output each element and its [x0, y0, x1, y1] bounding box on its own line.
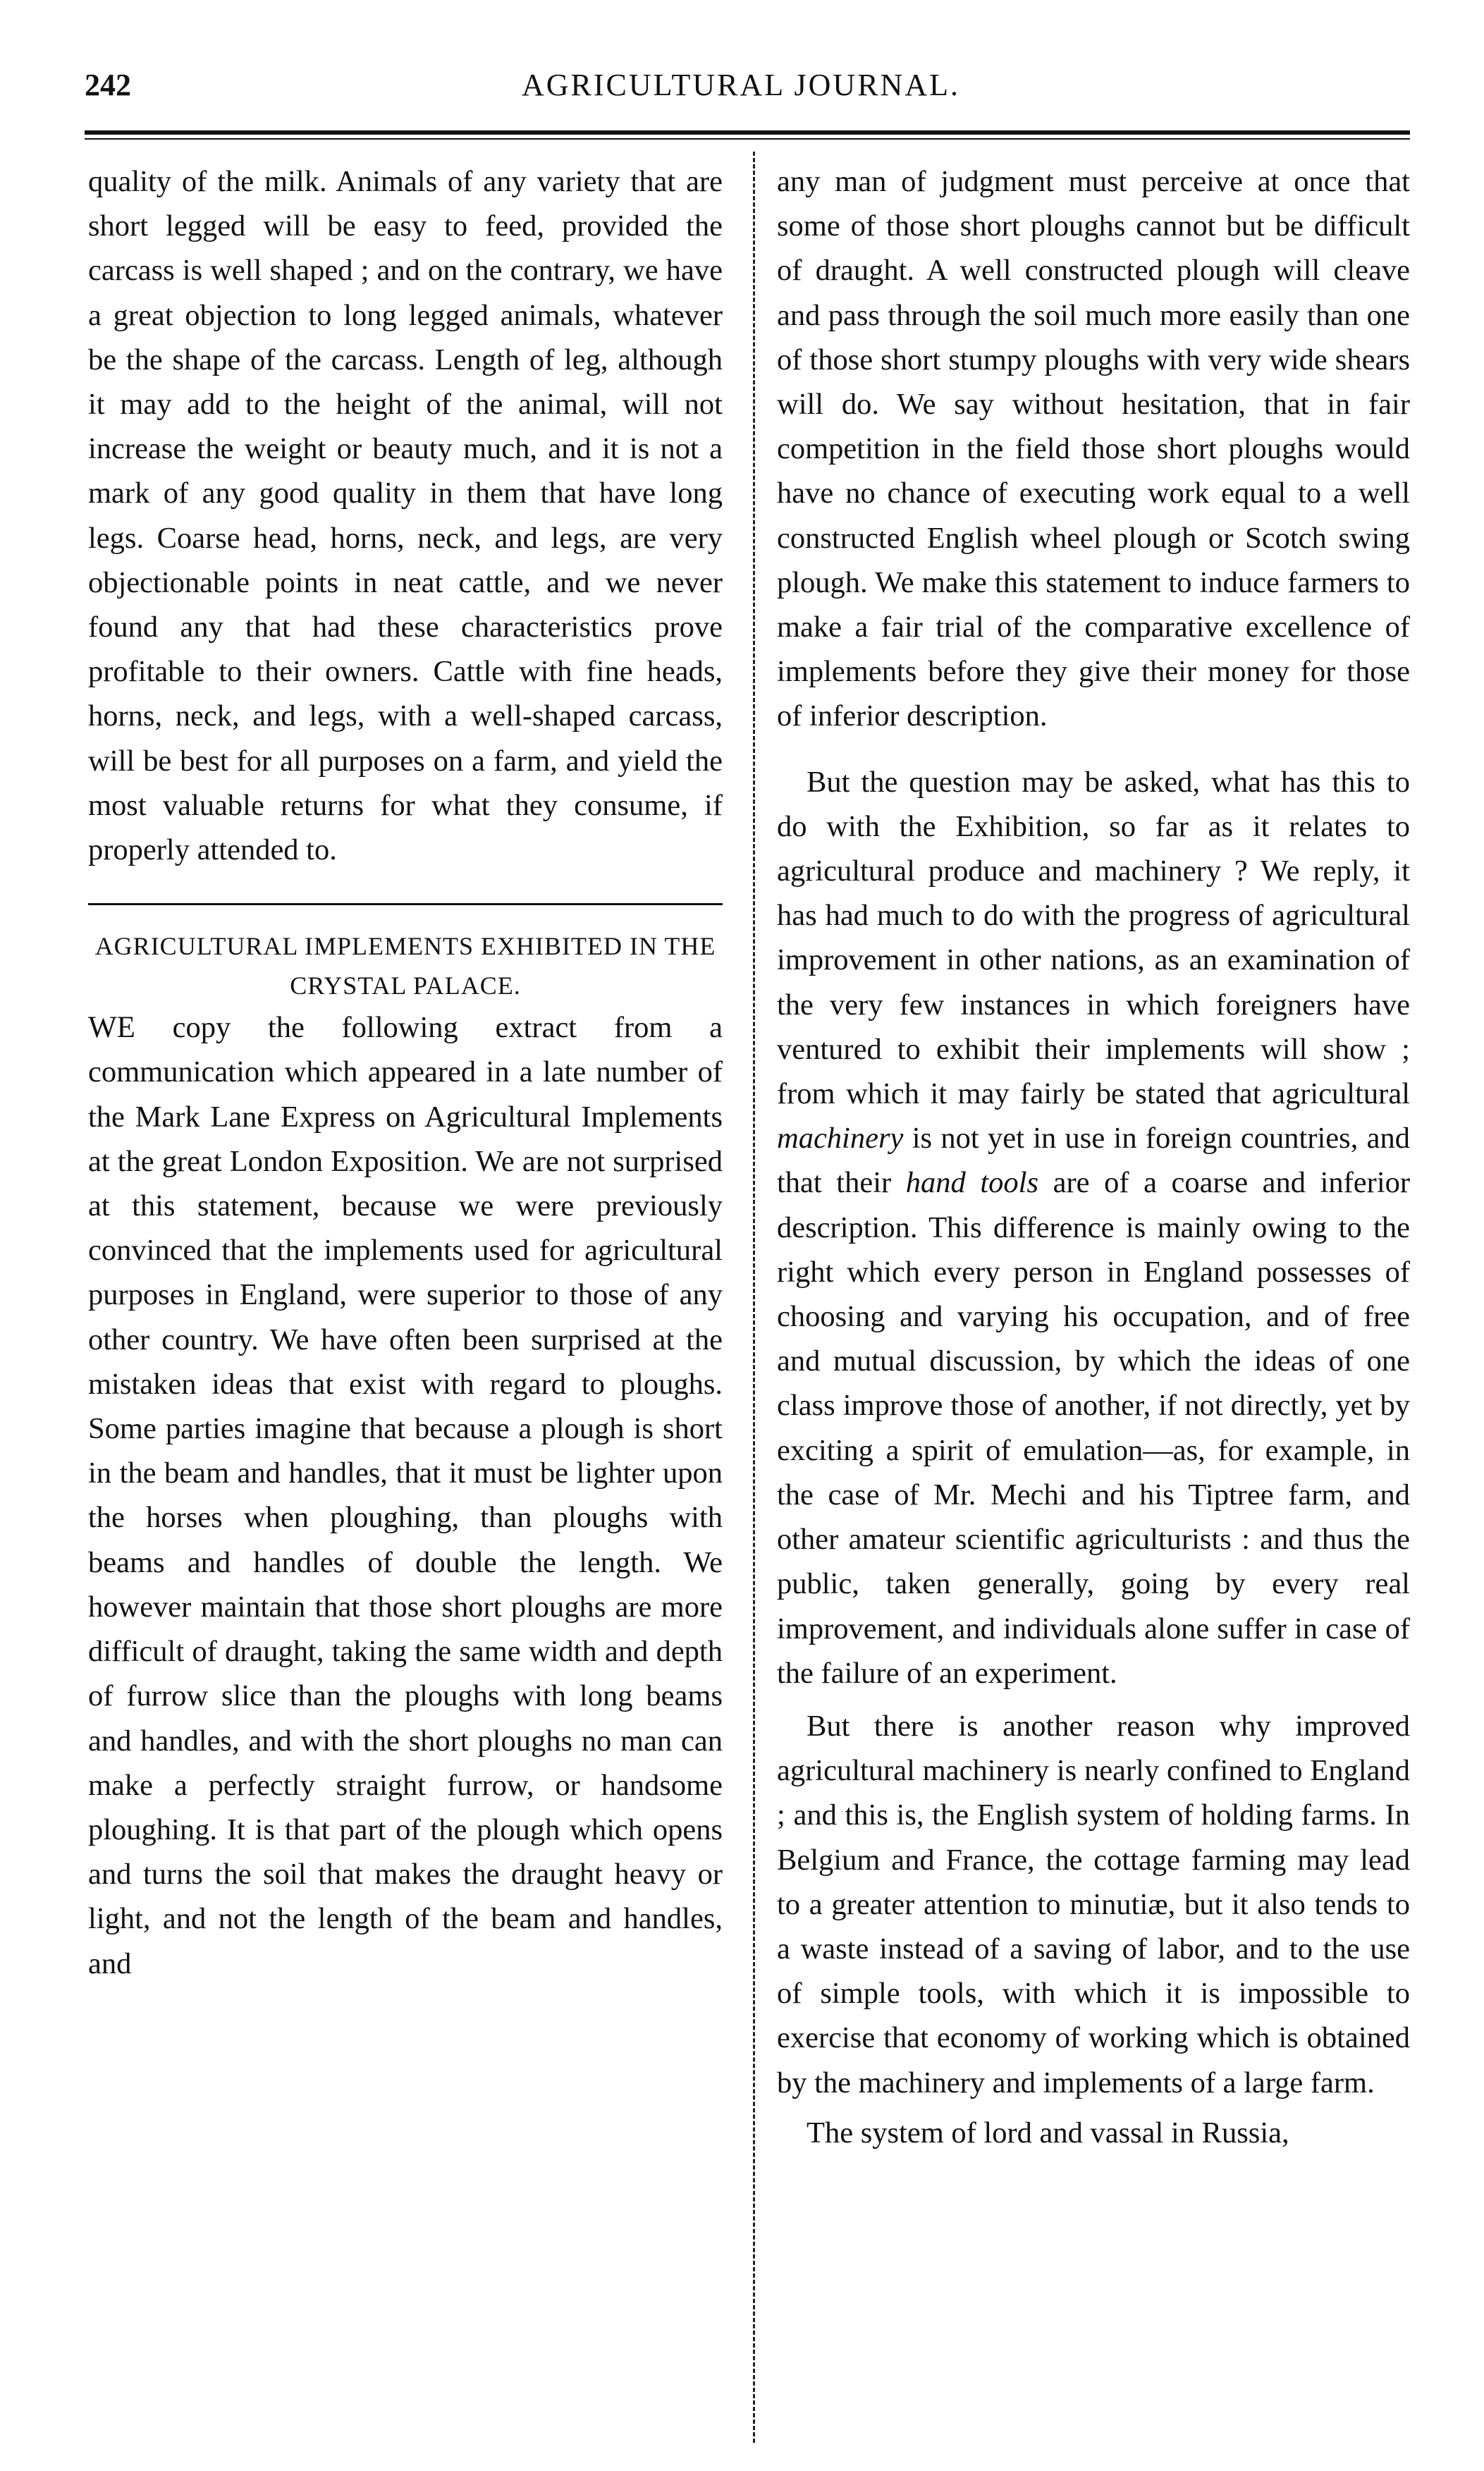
page-number: 242: [85, 68, 131, 102]
running-title: AGRICULTURAL JOURNAL.: [522, 68, 960, 102]
left-paragraph-2: [88, 1005, 723, 1985]
left-column: [88, 159, 723, 1986]
right-paragraph-3: But there is another reason why improved agricultural machinery is nearly confined to England ; and this is, the English system of holding farms. In Belgium and France, the cottage farming may lead to a greater attention to minutiæ, but it also tends to a waste instead of a saving of labor, and to the use of simple tools, with which it is impossible to exercise that economy of working which is obtained by the machinery and implements of a large farm.: [777, 1709, 1410, 2099]
left-paragraph-2-body: copy the following extract from a communication which appeared in a late number of the Mark Lane Express on Agricultural Implements at the great London Exposition. We are not surprised at this statement, because we were previously convinced that the implements used for agricultural purposes in England, were superior to those of any other country. We have often been surprised at the mistaken ideas that exist with regard to ploughs. Some parties imagine that because a plough is short in the beam and handles, that it must be lighter upon the horses when ploughing, than ploughs with beams and handles of double the length. We however maintain that those short ploughs are more difficult of draught, taking the same width and depth of furrow slice than the ploughs with long beams and handles, and with the short ploughs no man can make a perfectly straight furrow, or handsome ploughing. It is that part of the plough which opens and turns the soil that makes the draught heavy or light, and not the length of the beam and handles, and: [88, 1011, 723, 1980]
right-paragraph-2-part-c: are of a coarse and inferior description. This difference is mainly owing to the right which every person in England possesses of choosing and varying his occupation, and of free and mutual discussion, by which the ideas of one class improve those of another, if not directly, yet by exciting a spirit of emulation—as, for example, in the case of Mr. Mechi and his Tiptree farm, and other amateur scientific agriculturists : and thus the public, taken generally, going by every real improvement, and individuals alone suffer in case of the failure of an experiment.: [777, 1166, 1411, 1690]
italic-machinery: machinery: [777, 1122, 904, 1155]
right-paragraph-2-part-b: is not yet in use in foreign countries, and that their: [777, 1122, 1410, 1200]
column-divider: [753, 152, 755, 2443]
section-rule: [88, 903, 723, 905]
drop-word: WE: [88, 1011, 135, 1045]
header-rule-thick: [85, 130, 1410, 135]
left-paragraph-1: quality of the milk. Animals of any variety that are short legged will be easy to feed, provided the carcass is well shaped ; and on the contrary, we have a great objection to long legged animals, whatever be the shape of the carcass. Length of leg, although it may add to the height of the animal, will not increase the weight or beauty much, and it is not a mark of any good quality in them that have long legs. Coarse head, horns, neck, and legs, are very objectionable points in neat cattle, and we never found any that had these characteristics prove profitable to their owners. Cattle with fine heads, horns, neck, and legs, with a well-shaped carcass, will be best for all purposes on a farm, and yield the most valuable returns for what they consume, if properly attended to.: [88, 165, 723, 867]
right-paragraph-2: [777, 760, 1410, 1696]
italic-hand-tools: hand tools: [905, 1166, 1039, 1200]
right-paragraph-2-part-a: But the question may be asked, what has this to do with the Exhibition, so far as it relates to agricultural produce and machinery ? We reply, it has had much to do with the progress of agricultural improvement in other nations, as an examination of the very few instances in which foreigners have ventured to exhibit their implements will show ; from which it may fairly be stated that agricultural: [777, 765, 1410, 1111]
section-heading: AGRICULTURAL IMPLEMENTS EXHIBITED IN THE CRYSTAL PALACE.: [94, 932, 716, 1000]
header-rule-thin: [85, 138, 1410, 140]
right-paragraph-4: The system of lord and vassal in Russia,: [807, 2116, 1289, 2150]
right-paragraph-1: any man of judgment must perceive at once that some of those short ploughs cannot but be difficult of draught. A well constructed plough will cleave and pass through the soil much more easily than one of those short stumpy ploughs with very wide shears will do. We say without hesitation, that in fair competition in the field those short ploughs would have no chance of executing work equal to a well constructed English wheel plough or Scotch swing plough. We make this statement to induce farmers to make a fair trial of the comparative excellence of implements before they give their money for those of inferior description.: [777, 165, 1410, 733]
page-header: [85, 67, 1414, 116]
right-column: [777, 159, 1410, 2155]
